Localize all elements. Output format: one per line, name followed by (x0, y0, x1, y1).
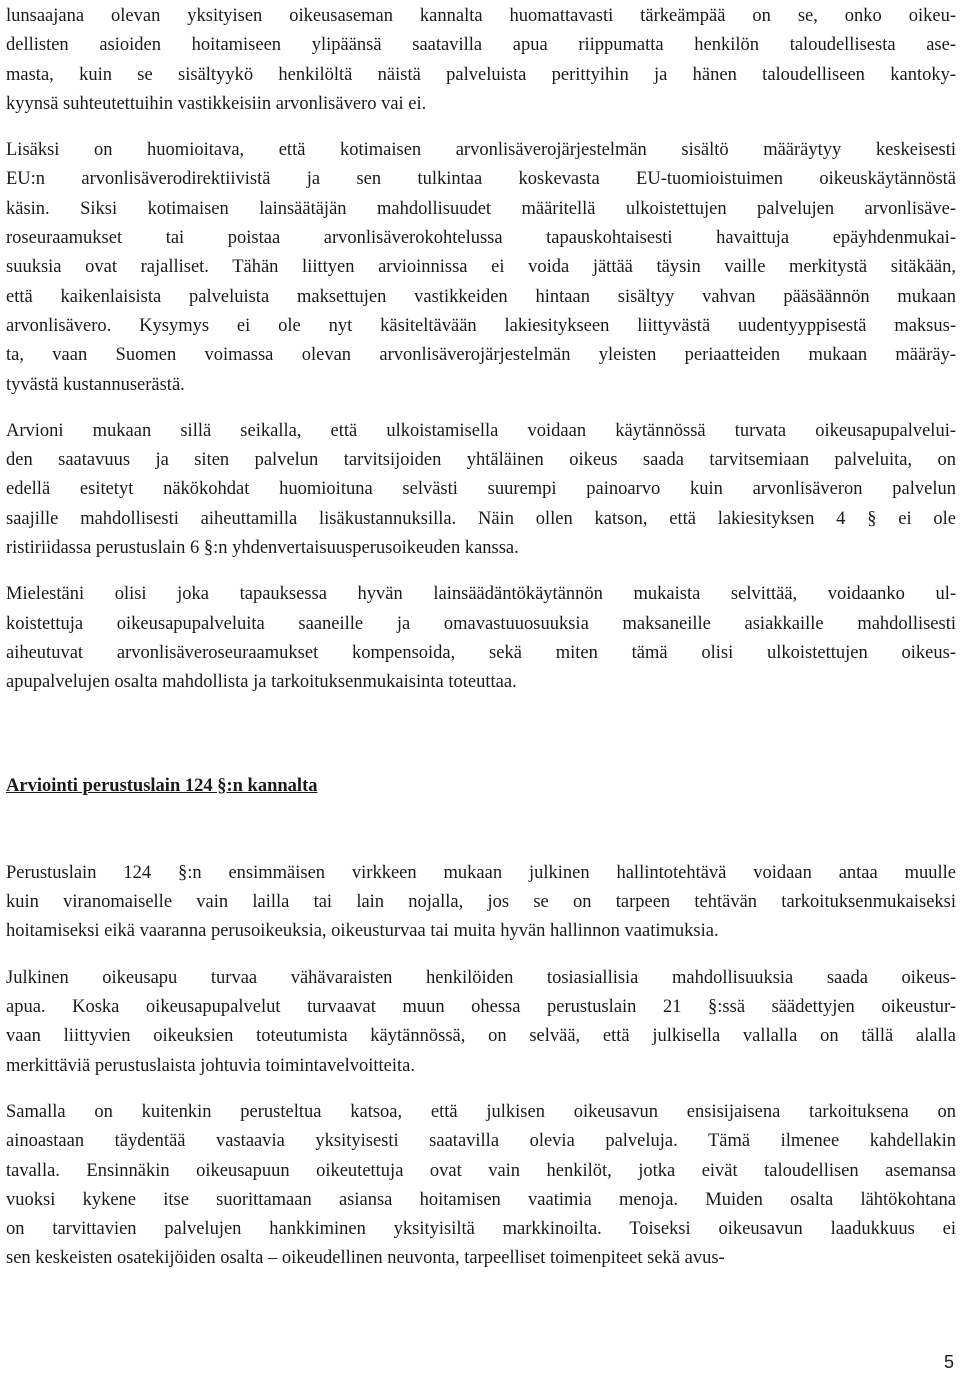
text-line: Perustuslain 124 §:n ensimmäisen virkkeen mukaan julkinen hallintotehtävä voidaan antaa muulle (6, 862, 956, 883)
text-line: EU:n arvonlisäverodirektiivistä ja sen tulkintaa koskevasta EU-tuomioistuimen oikeuskäytännöstä (6, 169, 956, 190)
text-line: ta, vaan Suomen voimassa olevan arvonlisäverojärjestelmän yleisten periaatteiden mukaan määräy- (6, 345, 956, 366)
text-line: kyynsä suhteutettuihin vastikkeisiin arvonlisävero vai ei. (6, 93, 427, 114)
paragraph (6, 417, 956, 563)
paragraph (6, 136, 956, 400)
text-line: merkittäviä perustuslaista johtuvia toimintavelvoitteita. (6, 1055, 415, 1076)
text-line: tavalla. Ensinnäkin oikeusapuun oikeutettuja ovat vain henkilöt, jotka eivät taloudellisen asemansa (6, 1160, 956, 1181)
text-line: aiheutuvat arvonlisäveroseuraamukset kompensoida, sekä miten tämä olisi ulkoistettujen oikeus- (6, 642, 956, 663)
text-line: masta, kuin se sisältyykö henkilöltä näistä palveluista perittyihin ja hänen taloudelliseen kantoky- (6, 64, 956, 85)
text-line: Samalla on kuitenkin perusteltua katsoa, että julkisen oikeusavun ensisijaisena tarkoituksena on (6, 1101, 956, 1122)
text-line: Julkinen oikeusapu turvaa vähävaraisten henkilöiden tosiasiallisia mahdollisuuksia saada oikeus- (6, 967, 956, 988)
text-line: Mielestäni olisi joka tapauksessa hyvän lainsäädäntökäytännön mukaista selvittää, voidaanko ul- (6, 584, 956, 605)
paragraph (6, 580, 956, 697)
text-line: että kaikenlaisista palveluista maksettujen vastikkeiden hintaan sisältyy vahvan pääsäännön mukaan (6, 286, 956, 307)
text-line: ainoastaan täydentää vastaavia yksityisesti saatavilla olevia palveluja. Tämä ilmenee kahdellakin (6, 1131, 956, 1152)
document-page (6, 2, 956, 1274)
text-line: ristiriidassa perustuslain 6 §:n yhdenvertaisuusperusoikeuden kanssa. (6, 538, 519, 559)
text-line: sen keskeisten osatekijöiden osalta – oikeudellinen neuvonta, tarpeelliset toimenpiteet sekä avus- (6, 1248, 725, 1269)
text-line: roseuraamukset tai poistaa arvonlisäverokohtelussa tapauskohtaisesti havaittuja epäyhdenmukai- (6, 228, 956, 249)
paragraph (6, 1098, 956, 1274)
text-line: tyvästä kustannuserästä. (6, 374, 185, 395)
text-line: kuin viranomaiselle vain lailla tai lain nojalla, jos se on tarpeen tehtävän tarkoituksenmukaiseksi (6, 892, 956, 913)
body-text-bottom (6, 859, 956, 1274)
text-line: lunsaajana olevan yksityisen oikeusaseman kannalta huomattavasti tärkeämpää on se, onko oikeu- (6, 6, 956, 26)
text-line: saajille mahdollisesti aiheuttamilla lisäkustannuksilla. Näin ollen katson, että lakiesityksen 4 § ei ole (6, 508, 956, 529)
text-line: apua. Koska oikeusapupalvelut turvaavat muun ohessa perustuslain 21 §:ssä säädettyjen oikeustur- (6, 997, 956, 1018)
text-line: arvonlisävero. Kysymys ei ole nyt käsiteltävään lakiesitykseen liittyvästä uudentyyppisestä maksus- (6, 315, 956, 336)
text-line: vuoksi kykene itse suorittamaan asiansa hoitamisen vaatimia menoja. Muiden osalta lähtökohtana (6, 1189, 956, 1210)
text-line: käsin. Siksi kotimaisen lainsäätäjän mahdollisuudet määritellä ulkoistettujen palvelujen arvonlisäve- (6, 198, 956, 219)
text-line: on tarvittavien palvelujen hankkiminen yksityisiltä markkinoilta. Toiseksi oikeusavun laadukkuus ei (6, 1219, 956, 1240)
text-line: den saatavuus ja siten palvelun tarvitsijoiden yhtäläinen oikeus saada tarvitsemiaan palveluita, on (6, 450, 956, 471)
paragraph (6, 859, 956, 947)
text-line: koistettuja oikeusapupalveluita saaneille ja omavastuuosuuksia maksaneille asiakkaille mahdollisesti (6, 613, 956, 634)
text-line: suuksia ovat rajalliset. Tähän liittyen arvioinnissa ei voida jättää täysin vaille merkitystä sitäkään, (6, 257, 956, 278)
paragraph (6, 2, 956, 119)
text-line: Arvioni mukaan sillä seikalla, että ulkoistamisella voidaan käytännössä turvata oikeusapupalvelui- (6, 420, 956, 441)
body-text-top (6, 2, 956, 698)
text-line: Lisäksi on huomioitava, että kotimaisen arvonlisäverojärjestelmän sisältö määräytyy keskeisesti (6, 140, 956, 161)
text-line: vaan liittyvien oikeuksien toteutumista käytännössä, on selvää, että julkisella vallalla on tällä alalla (6, 1026, 956, 1047)
text-line: hoitamiseksi eikä vaaranna perusoikeuksia, oikeusturvaa tai muita hyvän hallinnon vaatimuksia. (6, 921, 719, 942)
section-heading: Arviointi perustuslain 124 §:n kannalta (6, 775, 318, 796)
text-line: apupalvelujen osalta mahdollista ja tarkoituksenmukaisinta toteuttaa. (6, 672, 517, 693)
text-line: edellä esitetyt näkökohdat huomioituna selvästi suurempi painoarvo kuin arvonlisäveron palvelun (6, 479, 956, 500)
paragraph (6, 964, 956, 1081)
page-number: 5 (943, 1352, 954, 1372)
text-line: dellisten asioiden hoitamiseen ylipäänsä saatavilla apua riippumatta henkilön taloudellisesta ase- (6, 35, 956, 56)
